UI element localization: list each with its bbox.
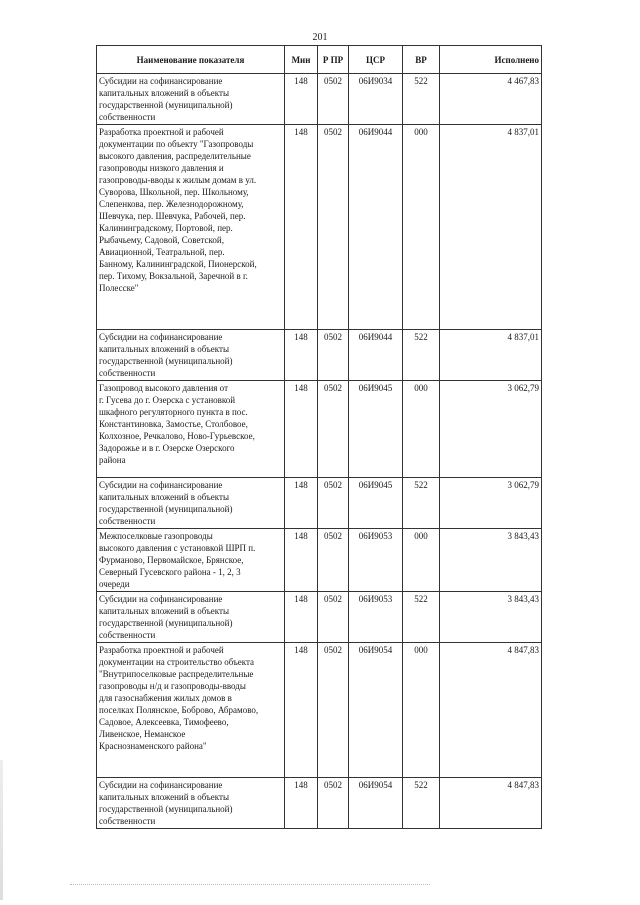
row-csr: 06И9034: [349, 74, 403, 125]
row-min: 148: [285, 381, 318, 478]
row-amount-cell: [440, 330, 542, 381]
header-rpr: Р ПР: [318, 46, 349, 74]
row-csr: 06И9044: [349, 125, 403, 330]
row-min: 148: [285, 74, 318, 125]
budget-table: [96, 45, 542, 829]
row-amount: 4 837,01: [507, 332, 539, 342]
row-rpr: 0502: [318, 125, 349, 330]
table-row: [97, 529, 542, 592]
row-min: 148: [285, 478, 318, 529]
table-header-row: [97, 46, 542, 74]
table-row: [97, 74, 542, 125]
row-amount-cell: [440, 74, 542, 125]
row-amount-cell: [440, 529, 542, 592]
header-min: Мин: [285, 46, 318, 74]
row-min: 148: [285, 330, 318, 381]
table-row: [97, 778, 542, 829]
row-name-cell: [97, 643, 285, 778]
row-name: Разработка проектной и рабочей документации по объекту "Газопроводы высокого давления, распределительные газопроводы низкого давления и газопроводы-вводы к жилым домам в ул. Суворова, Школьной, пер. Школьному, Слепенкова, пер. Железнодорожному, Шевчука, пер. Шевчука, Рабочей, пер. Калининградскому, Портовой, пер. Рыбачьему, Садовой, Советской, Авиационной, Театральной, пер. Банному, Калининградской, Пионерской, пер. Тихому, Вокзальной, Заречной в г. Полесске": [99, 127, 257, 293]
table-row: [97, 478, 542, 529]
row-amount: 3 843,43: [507, 594, 539, 604]
row-name-cell: [97, 529, 285, 592]
row-name-cell: [97, 330, 285, 381]
row-name: Разработка проектной и рабочей документации на строительство объекта "Внутрипоселковые распределительные газопроводы н/д и газопроводы-вводы для газоснабжения жилых домов в поселках Полянское, Боброво, Абрамово, Садовое, Алексеевка, Тимофеево, Ливенское, Неманское Краснознаменского района": [99, 645, 259, 751]
row-min: 148: [285, 643, 318, 778]
row-vr: 522: [403, 478, 440, 529]
row-amount-cell: [440, 478, 542, 529]
table-row: [97, 125, 542, 330]
page-number: 201: [312, 32, 328, 43]
row-name: Субсидии на софинансирование капитальных вложений в объекты государственной (муниципальной) собственности: [99, 76, 233, 122]
row-min: 148: [285, 529, 318, 592]
table-row: [97, 330, 542, 381]
row-amount: 4 847,83: [507, 645, 539, 655]
table-row: [97, 592, 542, 643]
row-vr: 522: [403, 592, 440, 643]
row-amount: 4 847,83: [507, 780, 539, 790]
row-rpr: 0502: [318, 330, 349, 381]
row-amount: 3 062,79: [507, 480, 539, 490]
row-name: Субсидии на софинансирование капитальных вложений в объекты государственной (муниципальной) собственности: [99, 594, 233, 640]
row-name-cell: [97, 381, 285, 478]
row-vr: 522: [403, 778, 440, 829]
row-name: Газопровод высокого давления от г. Гусева до г. Озерска с установкой шкафного регуляторного пункта в пос. Константиновка, Замостье, Столбовое, Колхозное, Речкалово, Ново-Гурьевское, Задорожье и в г. Озерске Озерского района: [99, 383, 255, 465]
row-name: Субсидии на софинансирование капитальных вложений в объекты государственной (муниципальной) собственности: [99, 480, 233, 526]
row-rpr: 0502: [318, 478, 349, 529]
row-rpr: 0502: [318, 778, 349, 829]
row-vr: 000: [403, 381, 440, 478]
scan-edge-artifact: [0, 760, 3, 900]
row-csr: 06И9054: [349, 643, 403, 778]
row-name-cell: [97, 778, 285, 829]
row-min: 148: [285, 125, 318, 330]
row-vr: 000: [403, 125, 440, 330]
row-rpr: 0502: [318, 592, 349, 643]
row-name: Субсидии на софинансирование капитальных вложений в объекты государственной (муниципальной) собственности: [99, 780, 233, 826]
row-name-cell: [97, 592, 285, 643]
row-name-cell: [97, 125, 285, 330]
row-amount: 4 837,01: [507, 127, 539, 137]
row-rpr: 0502: [318, 643, 349, 778]
row-csr: 06И9053: [349, 592, 403, 643]
row-min: 148: [285, 592, 318, 643]
row-name-cell: [97, 478, 285, 529]
row-amount-cell: [440, 381, 542, 478]
row-vr: 522: [403, 74, 440, 125]
table-body: [97, 74, 542, 829]
table-row: [97, 643, 542, 778]
row-csr: 06И9054: [349, 778, 403, 829]
row-amount-cell: [440, 592, 542, 643]
row-rpr: 0502: [318, 529, 349, 592]
row-name-cell: [97, 74, 285, 125]
row-amount-cell: [440, 778, 542, 829]
row-csr: 06И9053: [349, 529, 403, 592]
row-rpr: 0502: [318, 74, 349, 125]
row-name: Межпоселковые газопроводы высокого давления с установкой ШРП п. Фурманово, Первомайское, Брянское, Северный Гусевского района - 1, 2, 3 очереди: [99, 531, 256, 589]
row-csr: 06И9044: [349, 330, 403, 381]
row-name: Субсидии на софинансирование капитальных вложений в объекты государственной (муниципальной) собственности: [99, 332, 233, 378]
row-amount-cell: [440, 125, 542, 330]
row-vr: 000: [403, 529, 440, 592]
row-amount: 4 467,83: [507, 76, 539, 86]
row-csr: 06И9045: [349, 381, 403, 478]
scan-bottom-artifact: [70, 884, 430, 887]
row-csr: 06И9045: [349, 478, 403, 529]
row-amount: 3 062,79: [507, 383, 539, 393]
header-amount: Исполнено: [440, 46, 542, 74]
table-row: [97, 381, 542, 478]
row-min: 148: [285, 778, 318, 829]
header-csr: ЦСР: [349, 46, 403, 74]
row-amount-cell: [440, 643, 542, 778]
row-vr: 000: [403, 643, 440, 778]
row-vr: 522: [403, 330, 440, 381]
row-amount: 3 843,43: [507, 531, 539, 541]
header-vr: ВР: [403, 46, 440, 74]
row-rpr: 0502: [318, 381, 349, 478]
header-name: Наименование показателя: [97, 46, 285, 74]
